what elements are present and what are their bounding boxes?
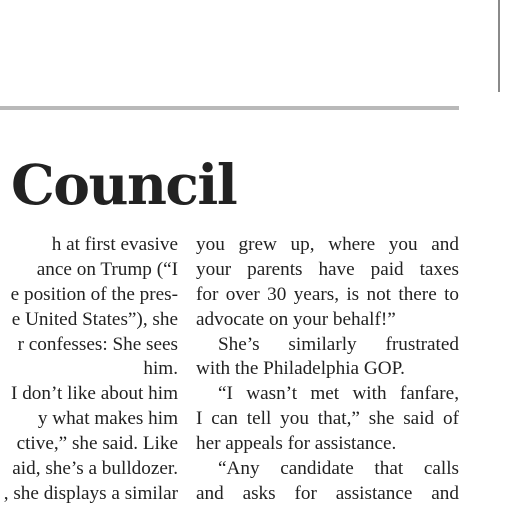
text-line: her appeals for assistance. xyxy=(196,433,397,455)
text-line: you grew up, where you and xyxy=(196,234,459,255)
text-line: ance on Trump (“I xyxy=(36,258,178,280)
text-line: and asks for assistance and xyxy=(196,482,459,504)
text-line: for over 30 years, is not there to xyxy=(196,283,459,305)
text-line: e position of the pres- xyxy=(10,283,178,305)
text-line: She’s similarly frustrated xyxy=(218,333,459,355)
section-rule xyxy=(0,106,459,110)
text-line: “Any candidate that calls xyxy=(218,458,459,480)
headline: Council xyxy=(11,152,237,217)
article-column-left xyxy=(0,233,178,507)
text-line: advocate on your behalf!” xyxy=(196,308,396,330)
text-line: , she displays a similar xyxy=(3,482,178,504)
page-edge-mark xyxy=(498,0,500,92)
text-line: I can tell you that,” she said of xyxy=(196,408,459,430)
text-line: aid, she’s a bulldozer. xyxy=(12,458,178,480)
text-line: h at first evasive xyxy=(51,234,178,255)
text-line: with the Philadelphia GOP. xyxy=(196,358,405,380)
text-line: “I wasn’t met with fanfare, xyxy=(218,383,459,405)
text-line: e United States”), she xyxy=(11,308,178,330)
article-column-right xyxy=(196,233,459,507)
text-line: your parents have paid taxes xyxy=(196,258,459,280)
text-line: him. xyxy=(143,358,178,380)
text-line: I don’t like about him xyxy=(11,383,178,405)
text-line: ctive,” she said. Like xyxy=(16,433,178,455)
text-line: r confesses: She sees xyxy=(17,333,178,355)
text-line: y what makes him xyxy=(37,408,178,430)
